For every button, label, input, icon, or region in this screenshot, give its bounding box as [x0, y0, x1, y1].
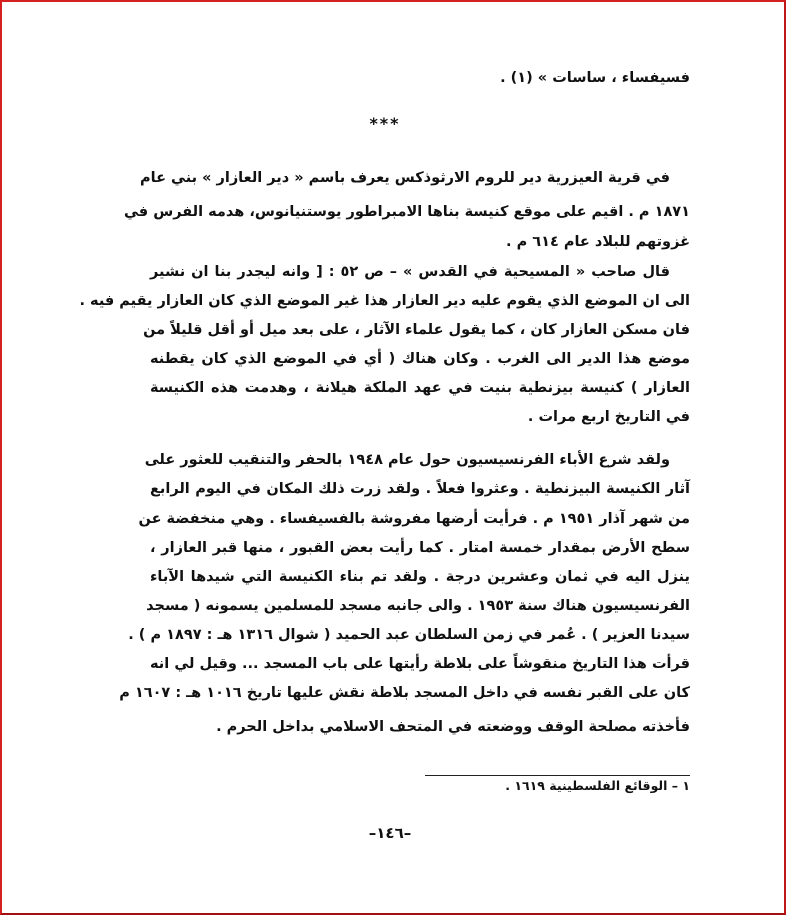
text-line: غزوتهم للبلاد عام ٦١٤ م .: [506, 234, 690, 250]
text-line: قال صاحب « المسيحية في القدس » – ص ٥٢ : [ وانه ليجدر بنا ان نشير: [150, 264, 670, 280]
text-line: العازار ) كنيسة بيزنطية بنيت في عهد الملكة هيلانة ، وهدمت هذه الكنيسة: [150, 380, 690, 396]
text-line: ١٨٧١ م . اقيم على موقع كنيسة بناها الامبراطور يوستنيانوس، هدمه الفرس في: [123, 204, 690, 220]
text-line: كان على القبر نفسه في داخل المسجد بلاطة نقش عليها تاريخ ١٠١٦ هـ : ١٦٠٧ م: [119, 685, 690, 701]
text-line: الى ان الموضع الذي يقوم عليه دير العازار هذا غير الموضع الذي كان العازار يقيم فيه .: [79, 293, 690, 309]
continued-line: فسيفساء ، ساسات » (١) .: [500, 70, 690, 86]
text-line: سطح الأرض بمقدار خمسة امتار . كما رأيت بعض القبور ، منها قبر العازار ،: [150, 540, 690, 556]
text-line: الفرنسيسيون هناك سنة ١٩٥٣ . والى جانبه مسجد للمسلمين يسمونه ( مسجد: [146, 598, 690, 614]
text-line: في قرية العيزرية دير للروم الارثوذكس يعرف باسم « دير العازار » بني عام: [140, 170, 670, 186]
text-line: ينزل اليه في ثمان وعشرين درجة . ولقد تم بناء الكنيسة التي شيدها الآباء: [150, 569, 690, 585]
text-line: فان مسكن العازار كان ، كما يقول علماء الآثار ، على بعد ميل أو أقل قليلاً من: [143, 322, 690, 338]
text-line: في التاريخ اربع مرات .: [527, 409, 690, 425]
footnote-divider: [425, 775, 690, 776]
section-separator: ***: [369, 114, 401, 133]
text-line: قرأت هذا التاريخ منقوشاً على بلاطة رأيتها على باب المسجد ... وقيل لي انه: [150, 656, 690, 672]
text-line: ولقد شرع الأباء الفرنسيسيون حول عام ١٩٤٨ بالحفر والتنقيب للعثور على: [144, 452, 670, 468]
page-number: –١٤٦–: [368, 824, 412, 842]
text-line: سيدنا العزير ) . عُمر في زمن السلطان عبد الحميد ( شوال ١٣١٦ هـ : ١٨٩٧ م ) .: [128, 627, 690, 643]
footnote: ١ – الوقائع الفلسطينية ١٦١٩ .: [505, 778, 690, 793]
text-line: آثار الكنيسة البيزنطية . وعثروا فعلاً . ولقد زرت ذلك المكان في اليوم الرابع: [150, 481, 690, 497]
text-line: فأخذته مصلحة الوقف ووضعته في المتحف الاسلامي بداخل الحرم .: [216, 719, 690, 735]
text-line: من شهر آذار ١٩٥١ م . فرأيت أرضها مفروشة بالفسيفساء . وهي منخفضة عن: [138, 511, 690, 527]
text-line: موضع هذا الدير الى الغرب . وكان هناك ( أي في الموضع الذي كان يقطنه: [150, 351, 690, 367]
